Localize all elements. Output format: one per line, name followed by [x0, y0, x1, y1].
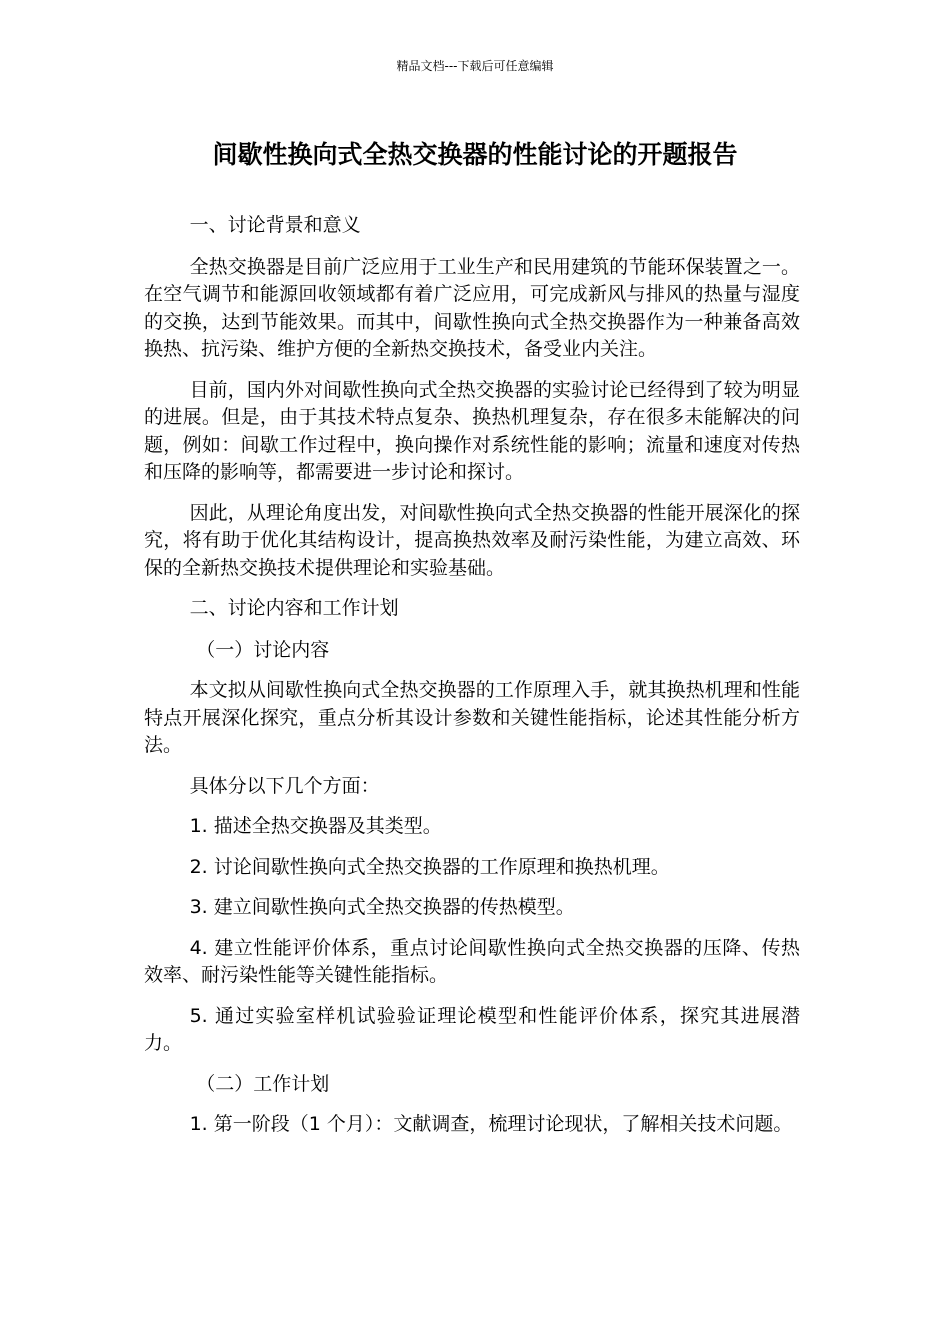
subheading-research-content: （一）讨论内容	[196, 638, 330, 661]
paragraph-content-1: 本文拟从间歇性换向式全热交换器的工作原理入手，就其换热机理和性能特点开展深化探究，重点分析其设计参数和关键性能指标，论述其性能分析方法。	[144, 679, 800, 756]
list-item: 2. 讨论间歇性换向式全热交换器的工作原理和换热机理。	[189, 855, 670, 878]
document-title: 间歇性换向式全热交换器的性能讨论的开题报告	[212, 140, 738, 169]
header-note: 精品文档---下载后可任意编辑	[396, 59, 554, 73]
paragraph-background-1: 全热交换器是目前广泛应用于工业生产和民用建筑的节能环保装置之一。在空气调节和能源回收领域都有着广泛应用，可完成新风与排风的热量与湿度的交换，达到节能效果。而其中，间歇性换向式全热交换器作为一种兼备高效换热、抗污染、维护方便的全新热交换技术，备受业内关注。	[144, 255, 800, 360]
list-item: 4. 建立性能评价体系，重点讨论间歇性换向式全热交换器的压降、传热效率、耐污染性能等关键性能指标。	[144, 936, 800, 986]
list-item: 3. 建立间歇性换向式全热交换器的传热模型。	[189, 896, 575, 918]
list-item: 1. 描述全热交换器及其类型。	[189, 815, 442, 837]
section-heading-content-plan: 二、讨论内容和工作计划	[189, 597, 399, 619]
plan-item: 1. 第一阶段（1 个月）：文献调查，梳理讨论现状，了解相关技术问题。	[189, 1113, 793, 1135]
paragraph-background-2: 目前，国内外对间歇性换向式全热交换器的实验讨论已经得到了较为明显的进展。但是，由于其技术特点复杂、换热机理复杂，存在很多未能解决的问题，例如：间歇工作过程中，换向操作对系统性能的影响；流量和速度对传热和压降的影响等，都需要进一步讨论和探讨。	[144, 378, 800, 483]
section-heading-background: 一、讨论背景和意义	[189, 214, 361, 236]
document-body	[144, 212, 800, 1152]
subheading-work-plan: （二）工作计划	[196, 1072, 330, 1095]
list-item: 5. 通过实验室样机试验验证理论模型和性能评价体系，探究其进展潜力。	[144, 1004, 800, 1054]
paragraph-background-3: 因此，从理论角度出发，对间歇性换向式全热交换器的性能开展深化的探究，将有助于优化其结构设计，提高换热效率及耐污染性能，为建立高效、环保的全新热交换技术提供理论和实验基础。	[144, 501, 800, 579]
paragraph-content-2: 具体分以下几个方面：	[189, 774, 380, 797]
